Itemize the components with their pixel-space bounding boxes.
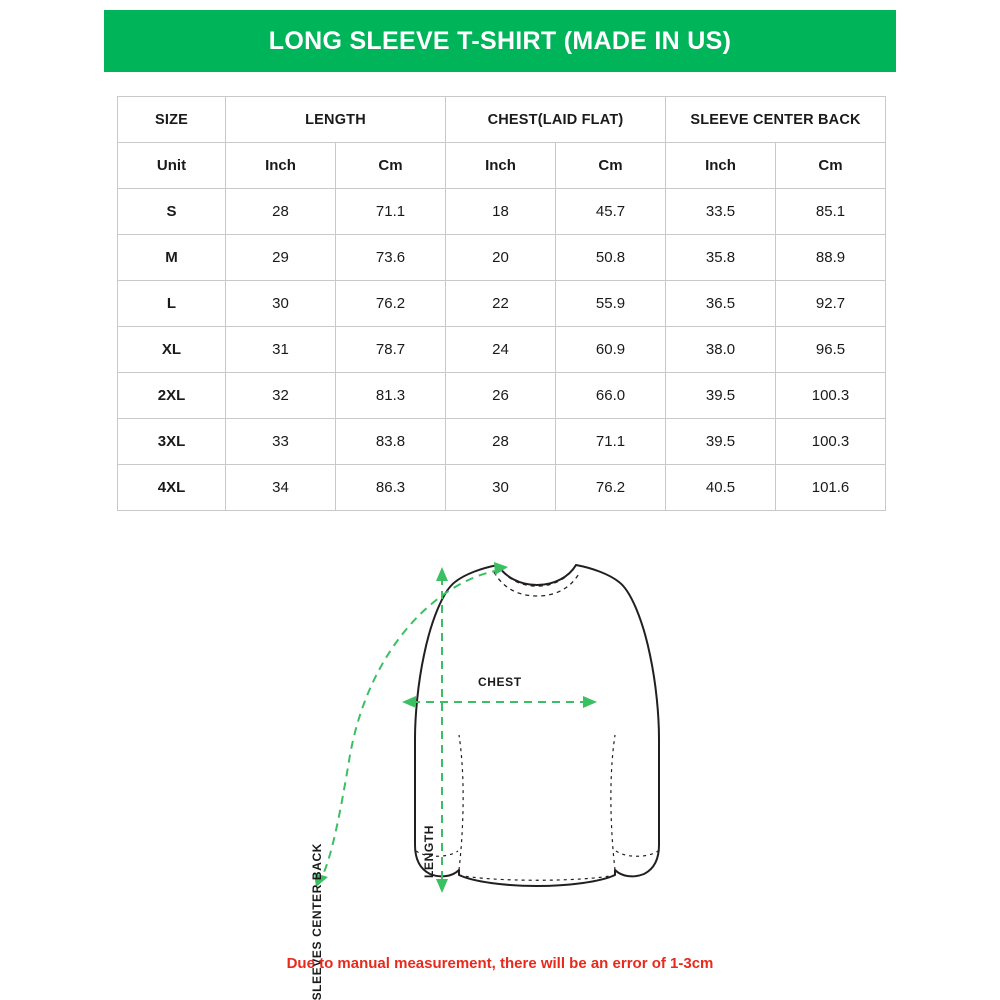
row-size: M	[118, 235, 226, 281]
measurement-disclaimer: Due to manual measurement, there will be an error of 1-3cm	[286, 955, 714, 972]
row-length-inch: 32	[226, 373, 336, 419]
row-chest-cm: 55.9	[556, 281, 666, 327]
table-row	[118, 419, 886, 465]
table-row	[118, 465, 886, 511]
row-sleeve-cm: 96.5	[776, 327, 886, 373]
row-sleeve-inch: 35.8	[666, 235, 776, 281]
table-row	[118, 373, 886, 419]
size-table-container	[117, 96, 883, 511]
row-chest-cm: 60.9	[556, 327, 666, 373]
row-length-inch: 34	[226, 465, 336, 511]
unit-sleeve-cm: Cm	[776, 143, 886, 189]
row-sleeve-cm: 92.7	[776, 281, 886, 327]
chest-label: CHEST	[478, 675, 522, 689]
row-chest-inch: 18	[446, 189, 556, 235]
header-length: LENGTH	[226, 97, 446, 143]
row-chest-cm: 50.8	[556, 235, 666, 281]
tshirt-illustration-svg	[250, 525, 770, 925]
row-chest-cm: 45.7	[556, 189, 666, 235]
row-sleeve-inch: 40.5	[666, 465, 776, 511]
row-chest-cm: 71.1	[556, 419, 666, 465]
unit-chest-cm: Cm	[556, 143, 666, 189]
size-chart-table	[117, 96, 886, 511]
unit-label: Unit	[118, 143, 226, 189]
row-chest-inch: 22	[446, 281, 556, 327]
table-unit-row	[118, 143, 886, 189]
row-sleeve-cm: 88.9	[776, 235, 886, 281]
row-chest-cm: 76.2	[556, 465, 666, 511]
row-size: 3XL	[118, 419, 226, 465]
unit-length-cm: Cm	[336, 143, 446, 189]
unit-length-inch: Inch	[226, 143, 336, 189]
row-sleeve-cm: 100.3	[776, 419, 886, 465]
row-sleeve-cm: 85.1	[776, 189, 886, 235]
row-length-inch: 30	[226, 281, 336, 327]
sleeves-center-back-label: SLEEVES CENTER BACK	[310, 843, 324, 1000]
row-length-cm: 83.8	[336, 419, 446, 465]
row-length-inch: 31	[226, 327, 336, 373]
row-size: L	[118, 281, 226, 327]
length-label: LENGTH	[422, 825, 436, 878]
row-sleeve-inch: 33.5	[666, 189, 776, 235]
table-group-header-row	[118, 97, 886, 143]
row-size: XL	[118, 327, 226, 373]
row-size: 4XL	[118, 465, 226, 511]
row-sleeve-cm: 101.6	[776, 465, 886, 511]
row-length-inch: 28	[226, 189, 336, 235]
header-size: SIZE	[118, 97, 226, 143]
row-sleeve-cm: 100.3	[776, 373, 886, 419]
shirt-outline	[415, 565, 659, 886]
row-sleeve-inch: 39.5	[666, 419, 776, 465]
unit-chest-inch: Inch	[446, 143, 556, 189]
row-sleeve-inch: 36.5	[666, 281, 776, 327]
table-row	[118, 327, 886, 373]
header-sleeve: SLEEVE CENTER BACK	[666, 97, 886, 143]
header-chest: CHEST(LAID FLAT)	[446, 97, 666, 143]
row-length-cm: 86.3	[336, 465, 446, 511]
row-length-cm: 73.6	[336, 235, 446, 281]
row-length-cm: 78.7	[336, 327, 446, 373]
row-sleeve-inch: 38.0	[666, 327, 776, 373]
row-length-inch: 33	[226, 419, 336, 465]
row-length-cm: 81.3	[336, 373, 446, 419]
table-row	[118, 189, 886, 235]
row-sleeve-inch: 39.5	[666, 373, 776, 419]
row-chest-inch: 30	[446, 465, 556, 511]
unit-sleeve-inch: Inch	[666, 143, 776, 189]
table-row	[118, 235, 886, 281]
page-title: LONG SLEEVE T-SHIRT (MADE IN US)	[268, 26, 732, 55]
row-chest-inch: 24	[446, 327, 556, 373]
table-row	[118, 281, 886, 327]
row-chest-inch: 28	[446, 419, 556, 465]
header-banner	[104, 10, 896, 72]
row-chest-inch: 26	[446, 373, 556, 419]
row-length-cm: 76.2	[336, 281, 446, 327]
row-chest-inch: 20	[446, 235, 556, 281]
row-chest-cm: 66.0	[556, 373, 666, 419]
row-length-inch: 29	[226, 235, 336, 281]
row-size: S	[118, 189, 226, 235]
row-size: 2XL	[118, 373, 226, 419]
row-length-cm: 71.1	[336, 189, 446, 235]
